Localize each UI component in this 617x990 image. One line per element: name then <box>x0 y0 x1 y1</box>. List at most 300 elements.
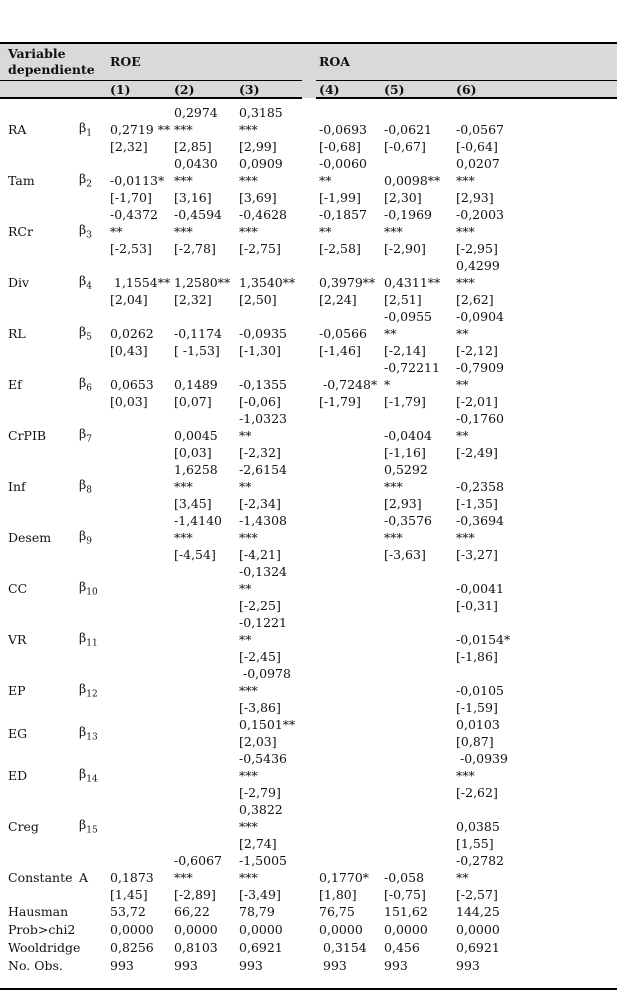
coef-value-line: *** <box>239 768 258 783</box>
coef-value-line: -1,0323 <box>239 411 287 426</box>
statistic-value: 0,6921 <box>456 940 500 955</box>
coef-subscript: 11 <box>86 638 98 649</box>
coef-value-line: *** <box>239 122 258 137</box>
coef-value-line: -0,1221 <box>239 615 287 630</box>
coef-value-line: -0,6067 <box>174 853 222 868</box>
coefficient-cell <box>236 852 302 903</box>
tstat-line: [2,30] <box>384 190 422 205</box>
tstat-line: [1,45] <box>110 887 148 902</box>
tstat-line: [-2,79] <box>239 785 281 800</box>
coef-value-line: 0,1770* <box>319 870 370 885</box>
coefficient-cell <box>171 359 236 410</box>
coef-value-line: ** <box>456 428 469 443</box>
coefficient-cell <box>316 665 381 716</box>
coefficient-cell <box>453 614 617 665</box>
tstat-line: [-0,06] <box>239 394 281 409</box>
coefficient-cell <box>107 206 171 257</box>
coefficient-symbol <box>77 461 107 512</box>
tstat-line: [-3,63] <box>384 547 426 562</box>
group-gap <box>302 257 316 308</box>
coef-value-line: -0,1760 <box>456 411 504 426</box>
statistic-value: 0,0000 <box>384 922 428 937</box>
coef-subscript: 14 <box>86 774 98 785</box>
coefficient-cell <box>453 512 617 563</box>
coefficient-cell <box>381 308 453 359</box>
coef-greek: β <box>79 681 87 697</box>
coefficient-cell <box>381 750 453 801</box>
coefficient-cell <box>171 614 236 665</box>
coef-value-line: *** <box>456 530 475 545</box>
tstat-line: [-2,75] <box>239 241 281 256</box>
coefficient-cell <box>381 614 453 665</box>
model-2-header: (2) <box>171 81 236 99</box>
coefficient-symbol <box>77 257 107 308</box>
coefficient-cell <box>107 716 171 750</box>
coefficient-cell <box>453 801 617 852</box>
variable-label: Creg <box>8 819 39 834</box>
coef-value-line: 0,0207 <box>456 156 500 171</box>
coefficient-symbol <box>77 801 107 852</box>
tstat-line: [-2,14] <box>384 343 426 358</box>
variable-row <box>0 461 617 512</box>
variable-row <box>0 206 617 257</box>
tstat-line: [-2,57] <box>456 887 498 902</box>
coefficient-cell <box>107 308 171 359</box>
coef-value-line: -0,3576 <box>384 513 432 528</box>
coefficient-symbol <box>77 410 107 461</box>
coefficient-cell <box>236 665 302 716</box>
group-gap <box>302 81 316 99</box>
tstat-line: [3,45] <box>174 496 212 511</box>
group-gap <box>302 939 316 957</box>
coefficient-cell <box>107 801 171 852</box>
coefficient-cell <box>236 155 302 206</box>
coef-subscript: 4 <box>86 281 92 292</box>
coef-value-line: -0,0154* <box>456 632 511 647</box>
coefficient-cell <box>453 716 617 750</box>
statistic-value: 144,25 <box>456 904 500 919</box>
coef-value-line: -0,2782 <box>456 853 504 868</box>
coef-value-line: -0,2358 <box>456 479 504 494</box>
tstat-line: [-4,21] <box>239 547 281 562</box>
coef-value-line: *** <box>239 683 258 698</box>
coef-value-line: -0,4372 <box>110 207 158 222</box>
coef-value-line: *** <box>384 479 403 494</box>
tstat-line: [-3,27] <box>456 547 498 562</box>
coef-subscript: 2 <box>86 179 92 190</box>
variable-row <box>0 801 617 852</box>
group-gap <box>302 98 316 155</box>
tstat-line: [2,51] <box>384 292 422 307</box>
coef-value-line: -1,5005 <box>239 853 287 868</box>
coef-greek: β <box>79 426 87 442</box>
coefficient-cell <box>453 257 617 308</box>
coef-value-line: 0,2974 <box>174 105 218 120</box>
coef-value-line: 0,1873 <box>110 870 154 885</box>
table-body <box>0 98 617 989</box>
header-group-row <box>0 43 617 81</box>
coefficient-cell <box>107 563 171 614</box>
roa-group-header: ROA <box>316 43 617 81</box>
variable-row <box>0 852 617 903</box>
variable-label: CC <box>8 581 28 596</box>
group-gap <box>302 206 316 257</box>
coefficient-symbol <box>77 665 107 716</box>
coefficient-cell <box>453 852 617 903</box>
tstat-line: [ -1,53] <box>174 343 220 358</box>
group-gap <box>302 155 316 206</box>
variable-label: RCr <box>8 224 33 239</box>
coef-value-line: -0,72211 <box>384 360 440 375</box>
coef-value-line: 0,0103 <box>456 717 500 732</box>
group-gap <box>302 716 316 750</box>
coef-value-line: 0,0430 <box>174 156 218 171</box>
tstat-line: [-2,12] <box>456 343 498 358</box>
group-gap <box>302 801 316 852</box>
coefficient-cell <box>453 410 617 461</box>
tstat-line: [3,69] <box>239 190 277 205</box>
coefficient-cell <box>236 801 302 852</box>
statistic-value: 0,0000 <box>456 922 500 937</box>
coef-value-line: ** <box>456 870 469 885</box>
coefficient-cell <box>381 257 453 308</box>
tstat-line: [-0,31] <box>456 598 498 613</box>
statistic-value: 78,79 <box>239 904 275 919</box>
tstat-line: [-1,46] <box>319 343 361 358</box>
tstat-line: [2,99] <box>239 139 277 154</box>
tstat-line: [0,03] <box>110 394 148 409</box>
coef-value-line: -0,3694 <box>456 513 504 528</box>
tstat-line: [0,43] <box>110 343 148 358</box>
coef-value-line: ** <box>239 581 252 596</box>
coef-value-line: *** <box>456 768 475 783</box>
coef-value-line: -1,4308 <box>239 513 287 528</box>
tstat-line: [-3,49] <box>239 887 281 902</box>
coef-value-line: ** <box>110 224 123 239</box>
group-gap <box>302 852 316 903</box>
coefficient-cell <box>316 716 381 750</box>
coefficient-cell <box>453 359 617 410</box>
coefficient-cell <box>381 359 453 410</box>
model-3-header: (3) <box>236 81 302 99</box>
coef-subscript: 3 <box>86 230 92 241</box>
statistic-value: 993 <box>110 958 134 973</box>
variable-label: VR <box>8 632 27 647</box>
coef-subscript: 15 <box>86 825 98 836</box>
coef-value-line: 0,3185 <box>239 105 283 120</box>
coef-value-line: ** <box>239 479 252 494</box>
coefficient-cell <box>171 563 236 614</box>
tstat-line: [-2,01] <box>456 394 498 409</box>
coef-greek: β <box>79 120 87 136</box>
coefficient-cell <box>453 563 617 614</box>
coef-value-line: 0,0653 <box>110 377 154 392</box>
coef-value-line: 0,5292 <box>384 462 428 477</box>
tstat-line: [-0,75] <box>384 887 426 902</box>
coef-value-line: -0,0113* <box>110 173 165 188</box>
coef-greek: β <box>79 222 87 238</box>
coefficient-cell <box>107 512 171 563</box>
coefficient-cell <box>381 155 453 206</box>
coef-value-line: -0,5436 <box>239 751 287 766</box>
coefficient-cell <box>171 801 236 852</box>
coef-greek: β <box>79 766 87 782</box>
coef-value-line: -0,0955 <box>384 309 432 324</box>
coef-value-line: ** <box>239 428 252 443</box>
statistic-label: Prob>chi2 <box>8 922 76 937</box>
tstat-line: [2,50] <box>239 292 277 307</box>
model-4-header: (4) <box>316 81 381 99</box>
coef-value-line: -2,6154 <box>239 462 287 477</box>
group-gap <box>302 903 316 921</box>
coefficient-symbol <box>77 750 107 801</box>
coef-value-line: 0,2719 ** <box>110 122 171 137</box>
coefficient-cell <box>381 563 453 614</box>
coefficient-cell <box>453 308 617 359</box>
tstat-line: [-2,49] <box>456 445 498 460</box>
group-gap <box>302 750 316 801</box>
statistic-row <box>0 903 617 921</box>
coef-greek: β <box>79 579 87 595</box>
coef-value-line: -0,1324 <box>239 564 287 579</box>
coef-value-line: *** <box>239 224 258 239</box>
statistic-value: 993 <box>239 958 263 973</box>
tstat-line: [-1,79] <box>319 394 361 409</box>
coef-value-line: *** <box>456 173 475 188</box>
coefficient-cell <box>381 852 453 903</box>
coefficient-cell <box>171 206 236 257</box>
variable-row <box>0 359 617 410</box>
tstat-line: [2,93] <box>456 190 494 205</box>
coef-value-line: -0,0935 <box>239 326 287 341</box>
coef-value-line: -0,4594 <box>174 207 222 222</box>
variable-label: EG <box>8 725 28 741</box>
tstat-line: [2,32] <box>174 292 212 307</box>
coef-value-line: -0,4628 <box>239 207 287 222</box>
tstat-line: [2,93] <box>384 496 422 511</box>
coef-value-line: -0,2003 <box>456 207 504 222</box>
coefficient-symbol <box>77 614 107 665</box>
tstat-line: [3,16] <box>174 190 212 205</box>
variable-label: Inf <box>8 479 26 494</box>
group-gap <box>302 665 316 716</box>
coefficient-cell <box>171 665 236 716</box>
roe-group-header: ROE <box>107 43 302 81</box>
statistic-value: 0,3154 <box>319 940 367 955</box>
coefficient-cell <box>316 563 381 614</box>
variable-row <box>0 716 617 750</box>
empty-header-cell <box>0 81 107 99</box>
variable-label: RL <box>8 326 26 341</box>
coefficient-cell <box>171 852 236 903</box>
coefficient-symbol <box>77 716 107 750</box>
coefficient-cell <box>171 461 236 512</box>
coefficient-cell <box>107 410 171 461</box>
coef-value-line: *** <box>239 173 258 188</box>
coefficient-cell <box>236 614 302 665</box>
variable-row <box>0 614 617 665</box>
coef-value-line: *** <box>174 224 193 239</box>
coef-greek: β <box>79 477 87 493</box>
coefficient-symbol <box>77 359 107 410</box>
statistic-value: 53,72 <box>110 904 146 919</box>
coef-value-line: *** <box>456 224 475 239</box>
coef-subscript: 13 <box>86 732 98 743</box>
coef-value-line: -0,0566 <box>319 326 367 341</box>
coef-value-line: -0,0978 <box>239 666 291 681</box>
coef-greek: β <box>79 817 87 833</box>
coefficient-cell <box>171 750 236 801</box>
tstat-line: [0,87] <box>456 734 494 749</box>
coefficient-symbol <box>77 206 107 257</box>
coef-value-line: -0,0567 <box>456 122 504 137</box>
coefficient-symbol <box>77 98 107 155</box>
variable-label: CrPIB <box>8 428 47 443</box>
coef-value-line: 0,4299 <box>456 258 500 273</box>
tstat-line: [-0,64] <box>456 139 498 154</box>
coefficient-cell <box>316 359 381 410</box>
tstat-line: [-2,78] <box>174 241 216 256</box>
coef-subscript: 8 <box>86 485 92 496</box>
variable-label: EP <box>8 683 26 698</box>
tstat-line: [0,03] <box>174 445 212 460</box>
variable-row <box>0 98 617 155</box>
statistic-row <box>0 921 617 939</box>
coefficient-cell <box>171 98 236 155</box>
tstat-line: [-2,34] <box>239 496 281 511</box>
statistic-value: 0,0000 <box>239 922 283 937</box>
variable-row <box>0 257 617 308</box>
coef-value-line: *** <box>174 479 193 494</box>
coef-subscript: 12 <box>86 689 98 700</box>
coefficient-cell <box>453 461 617 512</box>
tstat-line: [2,62] <box>456 292 494 307</box>
coefficient-cell <box>236 512 302 563</box>
tstat-line: [-1,59] <box>456 700 498 715</box>
coef-subscript: 6 <box>86 383 92 394</box>
coef-value-line: -0,1857 <box>319 207 367 222</box>
coefficient-cell <box>316 512 381 563</box>
coef-subscript: 1 <box>86 128 92 139</box>
coefficient-cell <box>453 665 617 716</box>
tstat-line: [-4,54] <box>174 547 216 562</box>
coef-value-line: -0,0693 <box>319 122 367 137</box>
coefficient-cell <box>107 359 171 410</box>
statistic-value: 0,8103 <box>174 940 218 955</box>
coefficient-cell <box>236 359 302 410</box>
tstat-line: [-1,86] <box>456 649 498 664</box>
coefficient-cell <box>107 98 171 155</box>
coef-value-line: ** <box>456 377 469 392</box>
tstat-line: [-1,16] <box>384 445 426 460</box>
tstat-line: [-1,99] <box>319 190 361 205</box>
model-6-header: (6) <box>453 81 617 99</box>
coef-value-line: ** <box>456 326 469 341</box>
tstat-line: [2,04] <box>110 292 148 307</box>
tstat-line: [2,74] <box>239 836 277 851</box>
coef-greek: A <box>79 870 89 885</box>
dependent-variable-header: Variable dependiente <box>0 43 107 81</box>
tstat-line: [-1,35] <box>456 496 498 511</box>
table-header <box>0 43 617 98</box>
tstat-line: [2,85] <box>174 139 212 154</box>
coef-value-line: ** <box>319 173 332 188</box>
coefficient-cell <box>316 410 381 461</box>
statistic-value: 0,8256 <box>110 940 154 955</box>
variable-row <box>0 665 617 716</box>
tstat-line: [-0,68] <box>319 139 361 154</box>
coef-subscript: 9 <box>86 536 92 547</box>
coefficient-cell <box>453 155 617 206</box>
coefficient-cell <box>107 257 171 308</box>
coefficient-cell <box>236 206 302 257</box>
group-gap <box>302 563 316 614</box>
coef-value-line: 1,2580** <box>174 275 231 290</box>
coef-value-line: 0,0385 <box>456 819 500 834</box>
group-gap <box>302 957 316 989</box>
coefficient-cell <box>316 98 381 155</box>
coef-value-line: -0,058 <box>384 870 425 885</box>
coefficient-cell <box>107 750 171 801</box>
tstat-line: [-2,58] <box>319 241 361 256</box>
coef-value-line: 0,0909 <box>239 156 283 171</box>
coefficient-cell <box>316 155 381 206</box>
coefficient-cell <box>381 665 453 716</box>
coefficient-cell <box>316 801 381 852</box>
model-5-header: (5) <box>381 81 453 99</box>
tstat-line: [1,55] <box>456 836 494 851</box>
variable-label: Tam <box>8 173 35 188</box>
coef-value-line: -0,0904 <box>456 309 504 324</box>
statistic-value: 993 <box>456 958 480 973</box>
statistic-value: 993 <box>319 958 347 973</box>
coefficient-cell <box>381 512 453 563</box>
statistic-value: 993 <box>174 958 198 973</box>
statistic-value: 0,0000 <box>110 922 154 937</box>
group-gap <box>302 308 316 359</box>
coefficient-cell <box>316 461 381 512</box>
coef-value-line: -0,0105 <box>456 683 504 698</box>
coef-value-line: *** <box>174 173 193 188</box>
coef-value-line: *** <box>239 530 258 545</box>
tstat-line: [-1,79] <box>384 394 426 409</box>
statistic-label: No. Obs. <box>8 958 63 973</box>
tstat-line: [-1,70] <box>110 190 152 205</box>
coef-greek: β <box>79 324 87 340</box>
coefficient-cell <box>171 512 236 563</box>
variable-row <box>0 155 617 206</box>
tstat-line: [-3,86] <box>239 700 281 715</box>
coefficient-cell <box>453 98 617 155</box>
coefficient-cell <box>107 155 171 206</box>
tstat-line: [1,80] <box>319 887 357 902</box>
coefficient-symbol <box>77 852 107 903</box>
variable-label: Div <box>8 275 30 290</box>
coefficient-cell <box>107 852 171 903</box>
statistic-value: 0,0000 <box>174 922 218 937</box>
coef-value-line: -0,0404 <box>384 428 432 443</box>
coef-value-line: * <box>384 377 391 392</box>
coef-value-line: *** <box>384 224 403 239</box>
group-gap <box>302 43 316 81</box>
coef-greek: β <box>79 171 87 187</box>
tstat-line: [2,32] <box>110 139 148 154</box>
tstat-line: [-2,89] <box>174 887 216 902</box>
coef-value-line: *** <box>174 122 193 137</box>
coef-value-line: -0,7909 <box>456 360 504 375</box>
coef-value-line: -0,1969 <box>384 207 432 222</box>
tstat-line: [-2,95] <box>456 241 498 256</box>
